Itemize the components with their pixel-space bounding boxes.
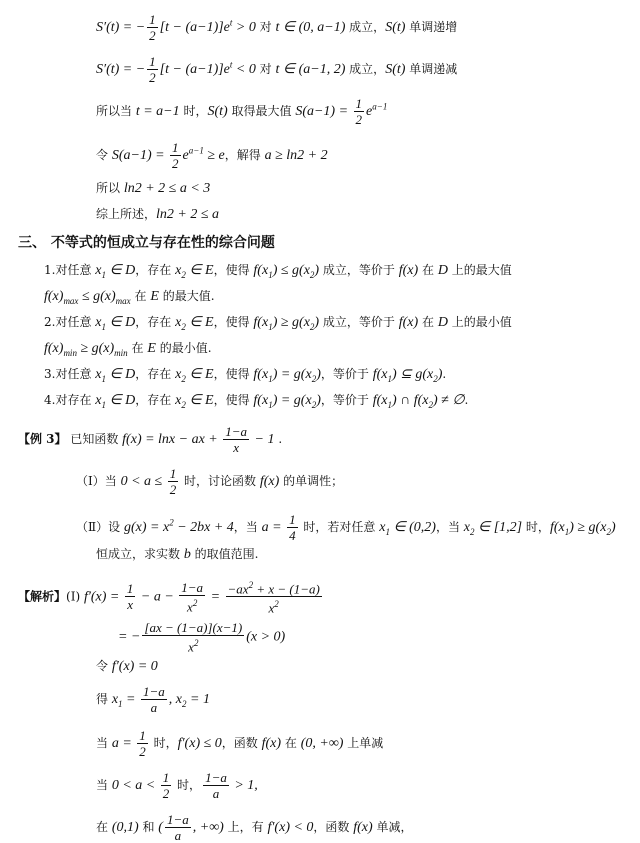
solution-1: 【解析】(Ⅰ) f′(x) = $\frac{1}{x}$ − a − $\frac{1-a}{x^2}$ = $\frac{-ax^2 + x - (1-a)}{x^2}$ xyxy=(18,579,320,616)
question-2a: （Ⅱ）设 $g(x) = x^2 - 2bx + 4$，当 a = $\frac{1}{4}$ 时，若对任意 $x_1$ ∈ (0,2)，当 $x_2$ ∈ [1,2] 时，$f(x_1) \ge g(x_2)$ xyxy=(76,512,616,543)
point-4: 4.对存在 $x_1$ ∈ D，存在 $x_2$ ∈ E，使得 $f(x_1) = g(x_2)$，等价于 $f(x_1)$ ∩ $f(x_2)$ ≠ ∅. xyxy=(44,393,469,410)
solution-4: 得 $x_1$ = $\frac{1-a}{a}$ , $x_2 = 1$ xyxy=(96,684,210,715)
point-2a: 2.对任意 $x_1$ ∈ D，存在 $x_2$ ∈ E，使得 $f(x_1) \ge g(x_2)$ 成立，等价于 f(x) 在 D 上的最小值 xyxy=(44,315,512,332)
question-2b: 恒成立，求实数 b 的取值范围. xyxy=(96,547,259,562)
point-3: 3.对任意 $x_1$ ∈ D，存在 $x_2$ ∈ E，使得 $f(x_1) = g(x_2)$，等价于 $f(x_1)$ ⊆ $g(x_2)$. xyxy=(44,367,447,384)
solution-2: = − $\frac{[ax - (1-a)](x-1)}{x^2}$ (x > 0) xyxy=(118,620,286,655)
line-conclusion: 综上所述，ln2 + 2 ≤ a xyxy=(96,207,220,222)
line-range-a: 所以 ln2 + 2 ≤ a < 3 xyxy=(96,181,211,196)
solution-6: 当 0 < a < $\frac{1}{2}$ 时， $\frac{1-a}{a}$ > 1, xyxy=(96,770,258,801)
line-s-deriv-negative: S′(t) = − $\frac{1}{2}$ $[t - (a-1)]e^t < 0$ 对 t ∈ (a−1, 2) 成立，S(t) 单调递减 xyxy=(96,54,458,85)
solution-5: 当 a = $\frac{1}{2}$ 时，f′(x) ≤ 0，函数 f(x) 在 (0, +∞) 上单减 xyxy=(96,728,384,759)
solution-3: 令 f′(x) = 0 xyxy=(96,659,158,674)
line-s-deriv-positive: S′(t) = − $\frac{1}{2}$ $[t - (a-1)]e^t > 0$ 对 t ∈ (0, a−1) 成立，S(t) 单调递增 xyxy=(96,12,458,43)
line-s-solve: 令 S(a−1) = $\frac{1}{2}$ $e^{a-1} \ge e$，解得 a ≥ ln2 + 2 xyxy=(96,140,328,171)
point-2b: $f(x)_{min} \ge g(x)_{min}$ 在 E 的最小值. xyxy=(44,341,212,358)
line-s-max: 所以当 t = a−1 时，S(t) 取得最大值 S(a−1) = $\frac{1}{2}$ $e^{a-1}$ xyxy=(96,96,388,127)
example-3: 【例 3】 已知函数 f(x) = lnx − ax + $\frac{1-a}{x}$ − 1 . xyxy=(18,424,283,455)
solution-7: 在 (0,1) 和 ( $\frac{1-a}{a}$ , +∞) 上，有 f′(x) < 0，函数 f(x) 单减， xyxy=(96,812,413,843)
point-1a: 1.对任意 $x_1$ ∈ D，存在 $x_2$ ∈ E，使得 $f(x_1) \le g(x_2)$ 成立，等价于 f(x) 在 D 上的最大值 xyxy=(44,263,512,280)
point-1b: $f(x)_{max} \le g(x)_{max}$ 在 E 的最大值. xyxy=(44,289,215,306)
section-heading: 三、 不等式的恒成立与存在性的综合问题 xyxy=(18,235,275,251)
question-1: （Ⅰ）当 0 < a ≤ $\frac{1}{2}$ 时，讨论函数 f(x) 的单调性； xyxy=(76,466,344,497)
